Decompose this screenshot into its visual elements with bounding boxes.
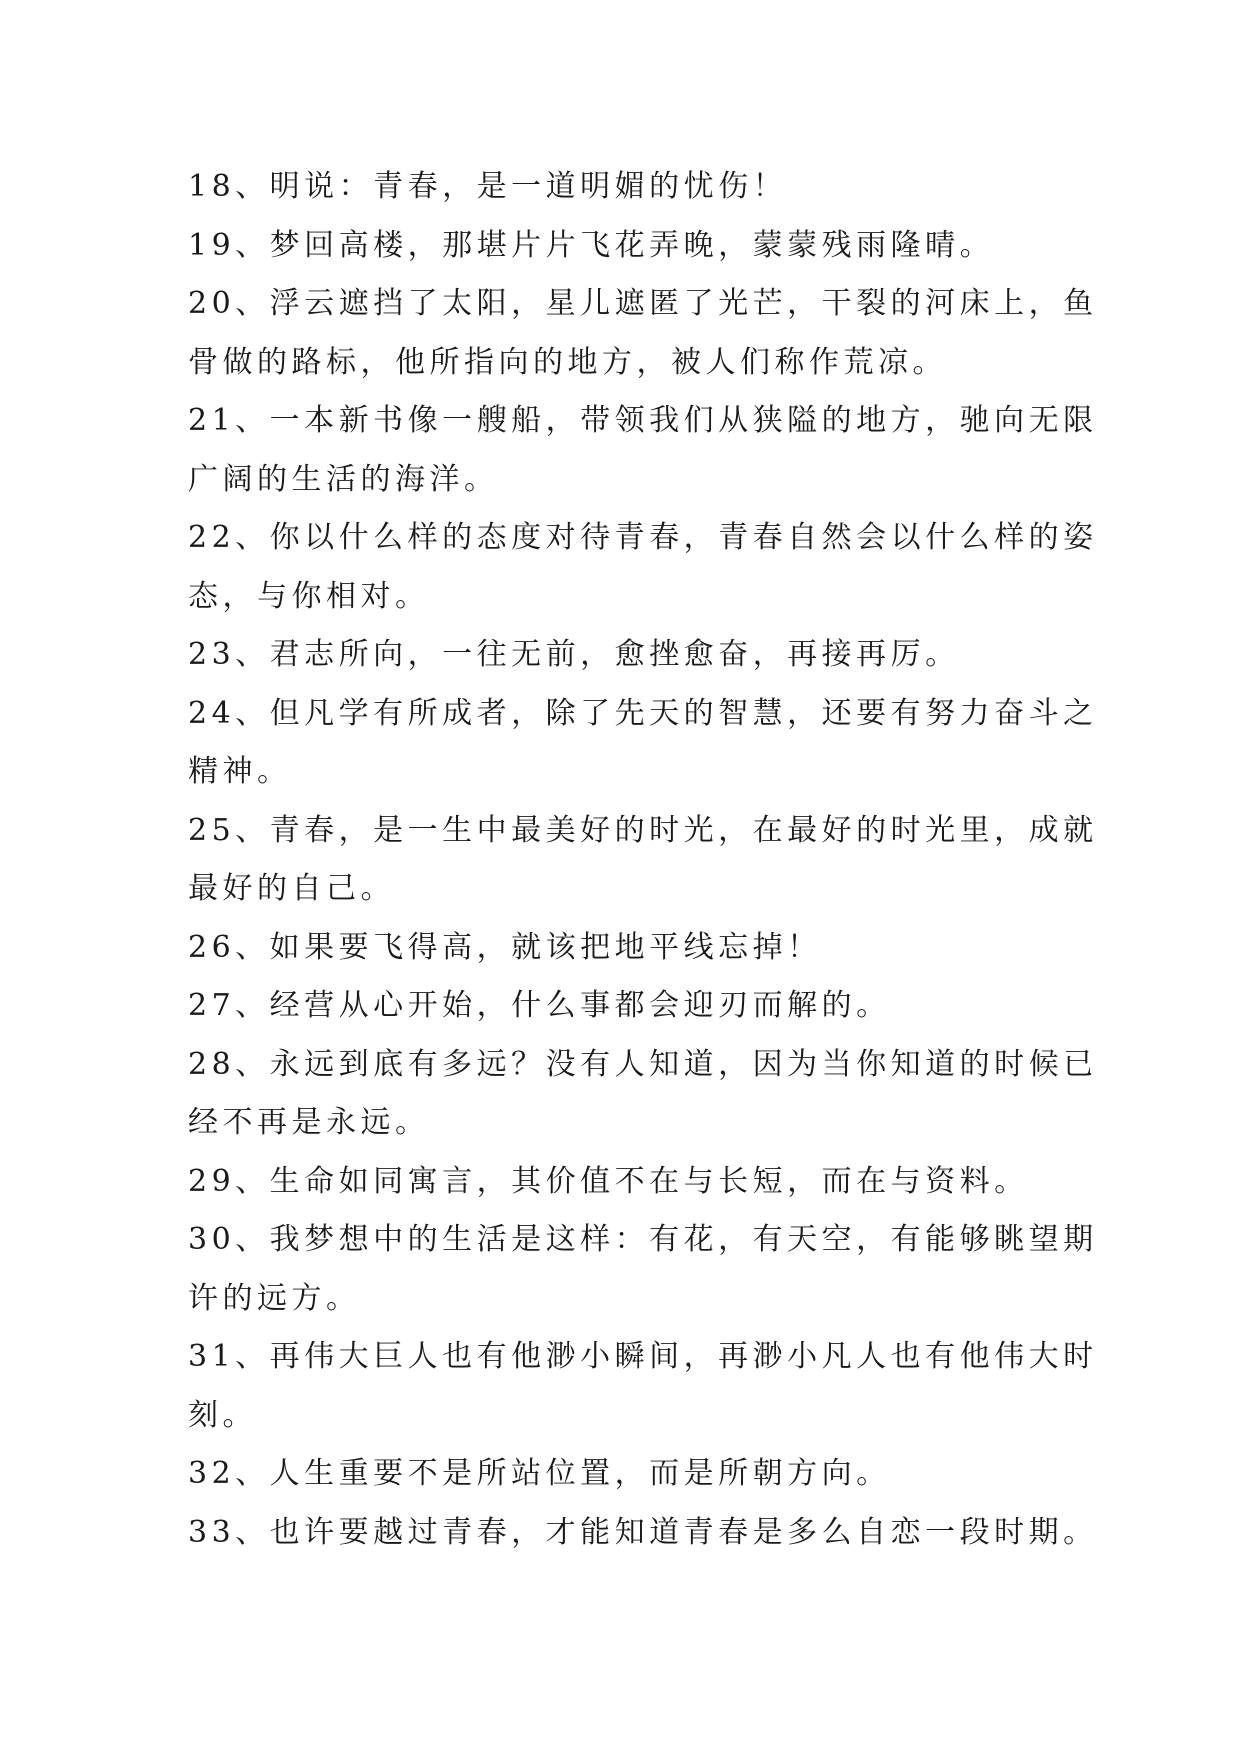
text-line: 23、君志所向，一往无前，愈挫愈奋，再接再厉。 <box>188 637 960 672</box>
text-line: 32、人生重要不是所站位置，而是所朝方向。 <box>188 1456 891 1491</box>
text-line: 26、如果要飞得高，就该把地平线忘掉！ <box>188 929 822 965</box>
text-line: 广阔的生活的海洋。 <box>188 461 499 497</box>
text-line: 许的远方。 <box>188 1280 361 1316</box>
text-line: 精神。 <box>188 754 292 789</box>
text-line: 28、永远到底有多远？没有人知道，因为当你知道的时候已 <box>188 1046 1098 1082</box>
text-line: 22、你以什么样的态度对待青春，青春自然会以什么样的姿 <box>188 520 1098 555</box>
text-line: 33、也许要越过青春，才能知道青春是多么自恋一段时期。 <box>188 1514 1098 1550</box>
text-line: 刻。 <box>188 1397 257 1433</box>
text-line: 18、明说：青春，是一道明媚的忧伤！ <box>188 169 788 204</box>
document-body <box>188 158 1098 1562</box>
text-line: 27、经营从心开始，什么事都会迎刃而解的。 <box>188 988 891 1023</box>
text-line: 21、一本新书像一艘船，带领我们从狭隘的地方，驰向无限 <box>188 403 1098 438</box>
text-line: 30、我梦想中的生活是这样：有花，有天空，有能够眺望期 <box>188 1222 1098 1257</box>
text-line: 经不再是永远。 <box>188 1105 430 1140</box>
text-line: 29、生命如同寓言，其价值不在与长短，而在与资料。 <box>188 1163 1029 1199</box>
text-line: 骨做的路标，他所指向的地方，被人们称作荒凉。 <box>188 344 947 380</box>
text-line: 20、浮云遮挡了太阳，星儿遮匿了光芒，干裂的河床上，鱼 <box>188 286 1098 321</box>
text-line: 19、梦回高楼，那堪片片飞花弄晚，蒙蒙残雨隆晴。 <box>188 227 995 263</box>
text-line: 24、但凡学有所成者，除了先天的智慧，还要有努力奋斗之 <box>188 695 1098 731</box>
text-line: 态，与你相对。 <box>188 578 430 614</box>
text-line: 最好的自己。 <box>188 871 395 906</box>
text-line: 25、青春，是一生中最美好的时光，在最好的时光里，成就 <box>188 812 1098 848</box>
text-line: 31、再伟大巨人也有他渺小瞬间，再渺小凡人也有他伟大时 <box>188 1339 1098 1374</box>
